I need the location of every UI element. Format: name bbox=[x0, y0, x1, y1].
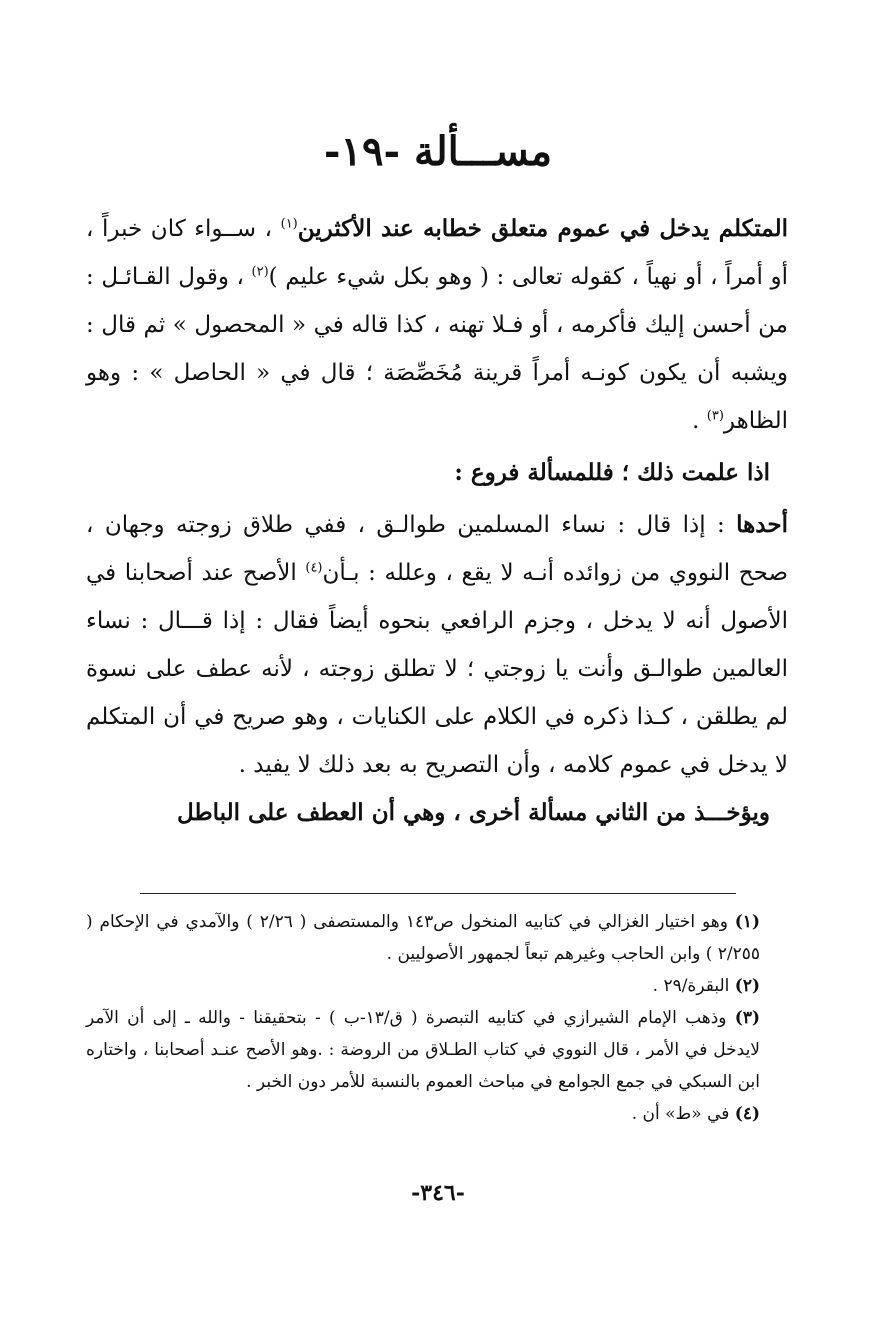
footnote-divider bbox=[140, 893, 736, 894]
paragraph-1-text-c: . bbox=[692, 408, 707, 434]
footnote-1-number: (١) bbox=[734, 912, 760, 932]
footnote-ref-4: (٤) bbox=[305, 560, 323, 576]
footnote-ref-1: (١) bbox=[280, 216, 298, 232]
footnote-4 bbox=[86, 1098, 788, 1130]
paragraph-1 bbox=[86, 205, 788, 445]
footnote-2-text: البقرة/٢٩ . bbox=[652, 976, 735, 996]
paragraph-1-text-a: ، ســواء كان خبراً ، أو أمراً ، أو نهياً ، كقوله تعالى : ( وهو بكل شيء عليم ) bbox=[86, 216, 788, 290]
footnote-2-number: (٢) bbox=[734, 976, 760, 996]
footnotes bbox=[86, 906, 788, 1130]
paragraph-3-text-a: : إذا قال : نساء المسلمين طوالـق ، ففي طلاق زوجته وجهان ، صحح النووي من زوائده أنـه لا يقع ، وعلله : بـأن bbox=[86, 512, 788, 586]
paragraph-1-lead: المتكلم يدخل في عموم متعلق خطابه عند الأكثرين bbox=[297, 215, 788, 242]
footnote-3 bbox=[86, 1002, 788, 1098]
paragraph-3-lead: أحدها bbox=[736, 511, 788, 538]
main-text bbox=[86, 205, 788, 837]
footnote-4-number: (٤) bbox=[734, 1104, 760, 1124]
paragraph-3-text-b: الأصح عند أصحابنا في الأصول أنه لا يدخل ، وجزم الرافعي بنحوه أيضاً فقال : إذا قـــال : نساء العالمين طوالـق وأنت يا زوجتي ؛ لا تطلق زوجته ، لأنه عطف على نسوة لم يطلقن ، كـذا ذكره في الكلام على الكنايات ، وهو صريح في أن المتكلم لا يدخل في عموم كلامه ، وأن التصريح به بعد ذلك لا يفيد . bbox=[86, 560, 788, 778]
footnote-4-text: في «ط» أن . bbox=[631, 1104, 735, 1124]
footnote-2 bbox=[86, 970, 788, 1002]
paragraph-1-text-b: ، وقول القـائـل : من أحسن إليك فأكرمه ، أو فـلا تهنه ، كذا قاله في « المحصول » ثم قال : ويشبه أن يكون كونـه أمراً قرينة مُخَصِّصَة ؛ قال في « الحاصل » : وهو الظاهر bbox=[86, 264, 788, 434]
footnote-3-number: (٣) bbox=[734, 1008, 760, 1028]
footnote-1 bbox=[86, 906, 788, 970]
section-title: مســـألة -١٩- bbox=[323, 128, 553, 175]
paragraph-4: ويؤخـــذ من الثاني مسألة أخرى ، وهي أن العطف على الباطل bbox=[176, 799, 770, 826]
page-number: -٣٤٦- bbox=[411, 1180, 465, 1206]
paragraph-3 bbox=[86, 501, 788, 789]
footnote-ref-2: (٢) bbox=[251, 264, 269, 280]
footnote-3-text: وذهب الإمام الشيرازي في كتابيه التبصرة ( ق/١٣-ب ) - بتحقيقنا - والله ـ إلى أن الآمر لايدخل في الأمر ، قال النووي في كتاب الطـلاق من الروضة : .وهو الأصح عنـد أصحابنا ، واختاره ابن السبكي في جمع الجوامع في مباحث العموم بالنسبة للأمر دون الخبر . bbox=[86, 1008, 760, 1092]
footnote-ref-3: (٣) bbox=[706, 408, 724, 424]
footnote-1-text: وهو اختيار الغزالي في كتابيه المنخول ص١٤٣ والمستصفى ( ٢/٢٦ ) والآمدي في الإحكام ( ٢/٢٥٥ ) وابن الحاجب وغيرهم تبعاً لجمهور الأصوليين . bbox=[86, 912, 760, 964]
paragraph-2: اذا علمت ذلك ؛ فللمسألة فروع : bbox=[454, 459, 770, 486]
